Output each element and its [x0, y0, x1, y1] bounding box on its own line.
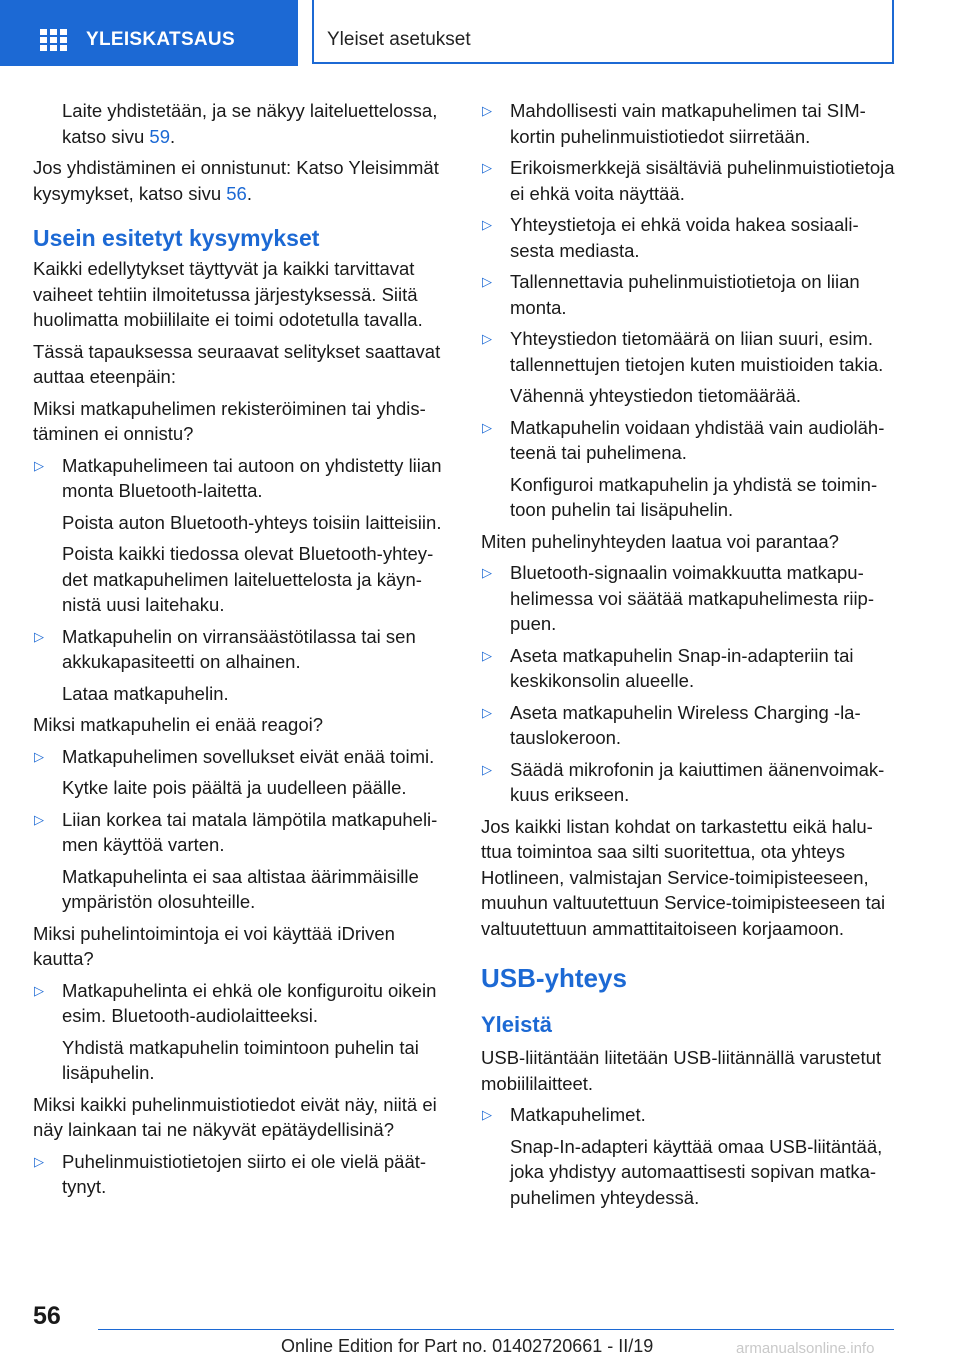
bullet-item: ▷ Matkapuhelin voidaan yhdistää vain audiolähteenä tai puhelimena.	[481, 415, 895, 466]
indented-paragraph	[33, 98, 451, 149]
footer-divider	[98, 1329, 894, 1330]
section-heading: USB-yhteys	[481, 963, 627, 993]
watermark: armanualsonline.info	[736, 1340, 875, 1357]
indented-paragraph: Konfiguroi matkapuhelin ja yhdistä se toimintoon puhelin tai lisäpuhelin.	[510, 473, 878, 520]
chapter-title-box	[312, 0, 894, 64]
bullet-item: ▷ Matkapuhelimeen tai autoon on yhdistetty liian monta Bluetooth-laitetta.	[33, 453, 451, 504]
bullet-item: ▷ Yhteystietoja ei ehkä voida hakea sosiaalisesta mediasta.	[481, 212, 895, 263]
paragraph: Kaikki edellytykset täyttyvät ja kaikki tarvittavat vaiheet tehtiin ilmoitetussa järjestyksessä. Siitä huolimatta mobiililaite ei toimi odotetulla tavalla.	[33, 258, 423, 330]
bullet-item: ▷ Matkapuhelin on virransäästötilassa tai sen akkukapasiteetti on alhainen.	[33, 624, 451, 675]
section-heading: Usein esitetyt kysymykset	[33, 225, 320, 251]
indented-paragraph: Yhdistä matkapuhelin toimintoon puhelin tai lisäpuhelin.	[62, 1036, 419, 1083]
bullet-item: ▷ Säädä mikrofonin ja kaiuttimen äänenvoimakkuus erikseen.	[481, 757, 895, 808]
right-column	[481, 98, 895, 1216]
paragraph: Miten puhelinyhteyden laatua voi parantaa?	[481, 530, 839, 552]
bullet-item: ▷ Puhelinmuistiotietojen siirto ei ole vielä päättynyt.	[33, 1149, 451, 1200]
grid-icon	[40, 29, 67, 51]
bullet-item: ▷ Aseta matkapuhelin Wireless Charging -latauslokeroon.	[481, 700, 895, 751]
bullet-item: ▷ Bluetooth-signaalin voimakkuutta matkapuhelimessa voi säätää matkapuhelimesta riippuen.	[481, 560, 895, 637]
text-run: .	[169, 125, 176, 147]
section-tab-label: YLEISKATSAUS	[86, 29, 235, 50]
paragraph: Tässä tapauksessa seuraavat selitykset saattavat auttaa eteenpäin:	[33, 340, 441, 387]
text-run: Jos yhdistäminen ei onnistunut: Katso Yleisimmät kysymykset, katso sivu	[33, 157, 439, 204]
page-number: 56	[33, 1302, 61, 1330]
page-header	[0, 0, 960, 66]
page-reference-link[interactable]: 59	[149, 125, 170, 147]
bullet-item: ▷ Mahdollisesti vain matkapuhelimen tai SIM-kortin puhelinmuistiotiedot siirretään.	[481, 98, 895, 149]
paragraph: Miksi matkapuhelin ei enää reagoi?	[33, 714, 324, 735]
text-run: .	[246, 182, 252, 204]
page-reference-link[interactable]: 56	[226, 182, 247, 204]
indented-paragraph: Matkapuhelinta ei saa altistaa äärimmäisille ympäristön olosuhteille.	[62, 865, 419, 912]
left-column	[33, 98, 451, 1206]
paragraph	[33, 155, 451, 206]
indented-paragraph: Poista kaikki tiedossa olevat Bluetooth-yhteydet matkapuhelimen laiteluettelosta ja käynnistä uusi laitehaku.	[62, 543, 434, 615]
section-tab[interactable]	[0, 0, 298, 66]
text-run: Laite yhdistetään, ja se näkyy laiteluettelossa, katso sivu	[62, 100, 438, 147]
indented-paragraph: Poista auton Bluetooth-yhteys toisiin laitteisiin.	[62, 511, 442, 533]
bullet-item: ▷ Matkapuhelinta ei ehkä ole konfiguroitu oikein esim. Bluetooth-audiolaitteeksi.	[33, 978, 451, 1029]
paragraph: Jos kaikki listan kohdat on tarkastettu eikä haluttua toimintoa saa silti suoritettua, ota yhteys Hotlineen, valmistajan Service-toimipisteeseen, muuhun valtuutettuun Service-toimipisteeseen tai valtuutettuun ammattitaitoiseen korjaamoon.	[481, 815, 886, 939]
indented-paragraph: Snap-In-adapteri käyttää omaa USB-liitäntää, joka yhdistyy automaattisesti sopivan matkapuhelimen yhteydessä.	[510, 1135, 883, 1208]
paragraph: USB-liitäntään liitetään USB-liitännällä varustetut mobiililaitteet.	[481, 1047, 882, 1094]
paragraph: Miksi kaikki puhelinmuistiotiedot eivät näy, niitä ei näy lainkaan tai ne näkyvät epätäydellisinä?	[33, 1093, 437, 1140]
paragraph: Miksi puhelintoimintoja ei voi käyttää iDriven kautta?	[33, 922, 395, 969]
bullet-item: ▷ Liian korkea tai matala lämpötila matkapuhelimen käyttöä varten.	[33, 807, 451, 858]
subsection-heading: Yleistä	[481, 1012, 552, 1037]
bullet-item: ▷ Erikoismerkkejä sisältäviä puhelinmuistiotietoja ei ehkä voita näyttää.	[481, 155, 895, 206]
paragraph: Miksi matkapuhelimen rekisteröiminen tai yhdistäminen ei onnistu?	[33, 397, 426, 444]
chapter-title: Yleiset asetukset	[327, 29, 471, 50]
indented-paragraph: Vähennä yhteystiedon tietomäärää.	[510, 385, 802, 406]
bullet-item: ▷ Tallennettavia puhelinmuistiotietoja on liian monta.	[481, 269, 895, 320]
bullet-item: ▷ Matkapuhelimen sovellukset eivät enää toimi.	[33, 744, 451, 770]
indented-paragraph: Lataa matkapuhelin.	[62, 682, 229, 704]
indented-paragraph: Kytke laite pois päältä ja uudelleen päälle.	[62, 777, 407, 798]
bullet-item: ▷ Yhteystiedon tietomäärä on liian suuri, esim. tallennettujen tietojen kuten muistioiden takia.	[481, 326, 895, 377]
edition-text: Online Edition for Part no. 01402720661 - II/19	[281, 1336, 654, 1356]
bullet-item: ▷ Aseta matkapuhelin Snap-in-adapteriin tai keskikonsolin alueelle.	[481, 643, 895, 694]
bullet-item: ▷ Matkapuhelimet.	[481, 1102, 895, 1128]
